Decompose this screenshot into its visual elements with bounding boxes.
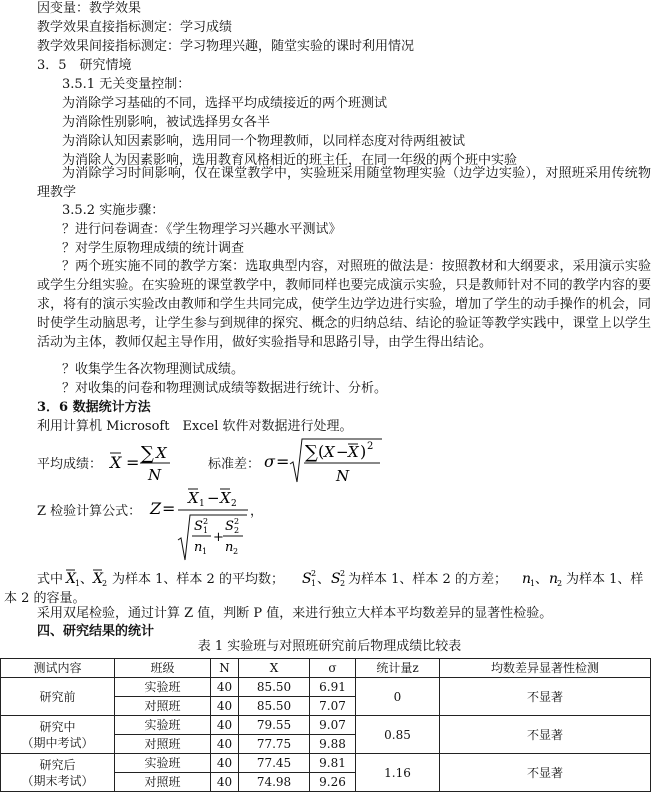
results-table [0, 658, 651, 792]
n-cell: 40 [211, 735, 239, 754]
n-cell: 40 [211, 678, 239, 697]
svg-text:): ) [360, 442, 367, 461]
std-label: 标准差： [208, 457, 261, 472]
class-cell: 对照班 [115, 735, 211, 754]
explain-variance-text: 为样本 1、样本 2 的方差； [348, 572, 507, 587]
step-5: ？对收集的问卷和物理测试成绩等数据进行统计、分析。 [62, 381, 388, 396]
explain-line-end: 本 2 的容量。 [4, 591, 86, 606]
svg-text:、: 、 [535, 572, 549, 587]
svg-text:X: X [324, 443, 335, 461]
n-cell: 40 [211, 716, 239, 735]
svg-text:2: 2 [233, 547, 239, 556]
svg-text:N: N [336, 467, 350, 485]
explain-size-symbols [520, 566, 566, 590]
svg-text:X: X [348, 443, 359, 461]
class-cell: 实验班 [115, 716, 211, 735]
z-label: Z 检验计算公式： [37, 504, 142, 519]
svg-text:、: 、 [80, 572, 94, 587]
z-formula [148, 484, 258, 562]
svg-text:1: 1 [199, 499, 205, 509]
header-test-content: 测试内容 [1, 659, 115, 678]
n-cell: 40 [211, 754, 239, 773]
mean-label: 平均成绩： [37, 457, 103, 472]
explain-size-text: 为样本 1、样 [566, 572, 644, 587]
svg-text:∑: ∑ [141, 443, 154, 464]
svg-text:X: X [188, 489, 199, 507]
header-x: X [239, 659, 310, 678]
svg-text:n: n [194, 540, 203, 555]
svg-text:、: 、 [317, 572, 331, 587]
n-cell: 40 [211, 697, 239, 716]
significance-cell: 不显著 [440, 678, 651, 716]
svg-text:+: + [213, 530, 224, 545]
svg-text:1: 1 [203, 526, 209, 535]
svg-text:2: 2 [367, 441, 374, 452]
control-line-4: 为消除人为因素影响，选用教育风格相近的班主任，在同一年级的两个班中实验 [62, 153, 518, 168]
sigma-cell: 7.07 [310, 697, 356, 716]
line-indirect-indicator: 教学效果间接指标测定：学习物理兴趣，随堂实验的课时利用情况 [37, 39, 415, 54]
svg-text:X: X [66, 571, 76, 587]
header-n: N [211, 659, 239, 678]
class-cell: 实验班 [115, 678, 211, 697]
svg-text:1: 1 [530, 579, 536, 588]
significance-cell: 不显著 [440, 716, 651, 754]
svg-text:X: X [93, 571, 103, 587]
class-cell: 对照班 [115, 697, 211, 716]
svg-text:n: n [225, 540, 234, 555]
control-line-3: 为消除认知因素影响，选用同一个物理教师，以同样态度对待两组被试 [62, 134, 466, 149]
svg-text:σ: σ [264, 452, 275, 471]
table-row [1, 716, 651, 735]
x-cell: 77.75 [239, 735, 310, 754]
svg-text:2: 2 [102, 579, 108, 588]
two-tailed-test-line: 采用双尾检验，通过计算 Z 值，判断 P 值，来进行独立大样本平均数差异的显著性检验。 [37, 606, 553, 621]
svg-text:=: = [126, 453, 140, 472]
svg-text:2: 2 [340, 579, 346, 588]
svg-text:=: = [276, 452, 290, 471]
sigma-cell: 9.07 [310, 716, 356, 735]
explain-means-symbols [64, 566, 110, 590]
significance-cell: 不显著 [440, 754, 651, 792]
line-direct-indicator: 教学效果直接指标测定：学习成绩 [37, 20, 233, 35]
std-formula [262, 436, 387, 488]
subsection-heading-3-5-1: 3.5.1 无关变量控制： [62, 77, 191, 92]
group-label: 研究前 [1, 678, 115, 716]
section-heading-3-5: 3．5 研究情境 [37, 58, 132, 73]
svg-text:2: 2 [340, 569, 346, 578]
table-row [1, 678, 651, 697]
svg-text:2: 2 [234, 526, 240, 535]
step-2: ？对学生原物理成绩的统计调查 [62, 241, 245, 256]
header-class: 班级 [115, 659, 211, 678]
z-cell: 1.16 [356, 754, 440, 792]
section-heading-3-6: 3．6 数据统计方法 [37, 400, 151, 415]
x-cell: 77.45 [239, 754, 310, 773]
svg-text:S: S [225, 519, 234, 534]
header-significance: 均数差异显著性检测 [440, 659, 651, 678]
step-4: ？收集学生各次物理测试成绩。 [62, 362, 245, 377]
explain-line-start: 式中 [37, 572, 64, 587]
svg-text:−: − [207, 489, 220, 507]
sigma-cell: 9.88 [310, 735, 356, 754]
svg-text:(: ( [318, 442, 325, 461]
x-cell: 79.55 [239, 716, 310, 735]
control-line-1: 为消除学习基础的不同，选择平均成绩接近的两个班测试 [62, 96, 388, 111]
control-line-2: 为消除性别影响，被试选择男女各半 [62, 115, 271, 130]
header-sigma: σ [310, 659, 356, 678]
svg-text:=: = [162, 499, 176, 518]
explain-means-text: 为样本 1、样本 2 的平均数； [112, 572, 284, 587]
z-cell: 0.85 [356, 716, 440, 754]
svg-text:n: n [522, 571, 532, 587]
svg-text:X: X [220, 489, 231, 507]
n-cell: 40 [211, 773, 239, 792]
svg-text:S: S [302, 571, 312, 587]
group-label: 研究中 （期中考试） [1, 716, 115, 754]
table-caption: 表 1 实验班与对照班研究前后物理成绩比较表 [197, 639, 462, 654]
svg-text:1: 1 [311, 579, 317, 588]
svg-text:S: S [331, 571, 341, 587]
svg-text:S: S [194, 519, 203, 534]
svg-text:2: 2 [311, 569, 317, 578]
excel-line: 利用计算机 Microsoft Excel 软件对数据进行处理。 [37, 419, 353, 434]
class-cell: 实验班 [115, 754, 211, 773]
svg-text:−: − [336, 443, 349, 461]
explain-variance-symbols [300, 566, 348, 590]
svg-text:n: n [549, 571, 559, 587]
step-1: ？进行问卷调查：《学生物理学习兴趣水平测试》 [62, 222, 342, 237]
step-3-paragraph: ？两个班实施不同的教学方案：选取典型内容，对照班的做法是：按照教材和大纲要求，采用演示实验或学生分组实验。在实验班的课堂教学中，教师同样也要完成演示实验，只是教师针对不同的教学内容的要求，将有的演示实验改由教师和学生共同完成，使学生边学边进行实验，增加了学生的动手操作的机会，同时使学生动脑思考，让学生参与到规律的探究、概念的归纳总结、结论的验证等教学实践中，课堂上以学生活动为主体，教师仅起主导作用，做好实验指导和思路引导，由学生得出结论。 [37, 259, 651, 350]
control-line-5: 为消除学习时间影响，仅在课堂教学中，实验班采用随堂物理实验（边学边实验），对照班采用传统物理教学 [37, 166, 651, 200]
svg-text:∑: ∑ [305, 442, 318, 463]
table-row [1, 754, 651, 773]
header-z: 统计量z [356, 659, 440, 678]
table-header-row [1, 659, 651, 678]
svg-text:N: N [148, 466, 162, 484]
svg-text:1: 1 [75, 579, 81, 588]
svg-text:2: 2 [231, 499, 237, 509]
svg-text:X: X [156, 444, 167, 462]
x-cell: 85.50 [239, 678, 310, 697]
svg-text:2: 2 [234, 517, 240, 526]
x-cell: 85.50 [239, 697, 310, 716]
sigma-cell: 6.91 [310, 678, 356, 697]
x-cell: 74.98 [239, 773, 310, 792]
z-cell: 0 [356, 678, 440, 716]
class-cell: 对照班 [115, 773, 211, 792]
mean-formula [108, 440, 188, 486]
svg-text:1: 1 [202, 547, 208, 556]
svg-text:2: 2 [557, 579, 563, 588]
line-dependent-variable: 因变量：教学效果 [37, 1, 142, 16]
z-formula-comma: ， [250, 504, 264, 519]
subsection-heading-3-5-2: 3.5.2 实施步骤： [62, 203, 165, 218]
group-label: 研究后 （期末考试） [1, 754, 115, 792]
sigma-cell: 9.81 [310, 754, 356, 773]
svg-text:Z: Z [150, 499, 162, 518]
svg-text:X: X [110, 453, 122, 472]
svg-text:2: 2 [203, 517, 209, 526]
sigma-cell: 9.26 [310, 773, 356, 792]
section-heading-4: 四、研究结果的统计 [37, 624, 155, 639]
